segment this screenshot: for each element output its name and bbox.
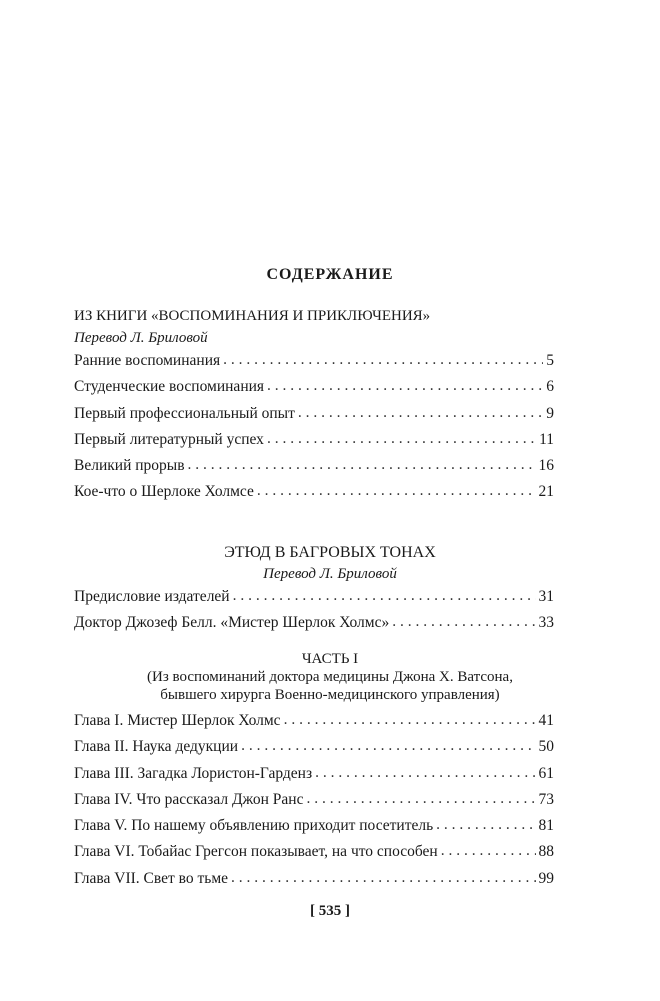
toc-entry[interactable] xyxy=(74,843,554,869)
toc-entry-page: 33 xyxy=(538,614,554,632)
leader-dots xyxy=(267,430,536,448)
toc-entry-label: Глава IV. Что рассказал Джон Ранс xyxy=(74,790,304,808)
toc-entry-label: Предисловие издателей xyxy=(74,588,230,605)
part-subtitle-line1: (Из воспоминаний доктора медицины Джона Х. Ватсона, xyxy=(147,669,513,685)
leader-dots xyxy=(441,842,536,860)
toc-entry-page: 99 xyxy=(538,869,554,887)
leader-dots xyxy=(315,764,535,782)
toc-entry-page: 11 xyxy=(539,430,554,448)
toc-entry-page: 61 xyxy=(538,764,554,782)
toc-entry[interactable] xyxy=(74,817,554,843)
toc-entry-page: 5 xyxy=(546,352,554,369)
toc-entry[interactable] xyxy=(74,457,554,483)
toc-entry-label: Глава V. По нашему объявлению приходит посетитель xyxy=(74,817,434,835)
toc-entry-label: Глава III. Загадка Лористон-Гарденз xyxy=(74,764,313,782)
toc-entry-page: 41 xyxy=(538,712,554,729)
toc-entry[interactable] xyxy=(74,378,554,404)
toc-list-preface xyxy=(74,588,554,641)
toc-entry-page: 73 xyxy=(538,790,554,808)
toc-entry[interactable] xyxy=(74,738,554,764)
toc-entry-page: 9 xyxy=(546,404,554,422)
leader-dots xyxy=(231,869,535,887)
toc-entry[interactable] xyxy=(74,431,554,457)
toc-entry-label: Глава VI. Тобайас Грегсон показывает, на что способен xyxy=(74,843,438,861)
toc-entry-page: 16 xyxy=(538,457,554,475)
leader-dots xyxy=(306,790,535,808)
section-title-study-in-scarlet: ЭТЮД В БАГРОВЫХ ТОНАХ xyxy=(224,544,436,561)
toc-entry-page: 81 xyxy=(538,817,554,835)
toc-entry[interactable] xyxy=(74,870,554,896)
leader-dots xyxy=(257,482,536,500)
toc-entry-label: Великий прорыв xyxy=(74,457,185,475)
leader-dots xyxy=(284,711,536,729)
toc-entry-label: Доктор Джозеф Белл. «Мистер Шерлок Холмс» xyxy=(74,614,390,632)
leader-dots xyxy=(267,377,543,395)
toc-entry-label: Глава II. Наука дедукции xyxy=(74,738,239,756)
toc-entry-page: 88 xyxy=(538,843,554,861)
toc-entry-page: 21 xyxy=(538,483,554,501)
toc-entry[interactable] xyxy=(74,765,554,791)
page-title: СОДЕРЖАНИЕ xyxy=(266,266,394,283)
toc-entry[interactable] xyxy=(74,712,554,738)
toc-list-memoirs xyxy=(74,352,554,510)
toc-entry-label: Ранние воспоминания xyxy=(74,352,221,369)
toc-entry[interactable] xyxy=(74,614,554,640)
toc-entry[interactable] xyxy=(74,352,554,378)
leader-dots xyxy=(436,816,535,834)
toc-entry-page: 6 xyxy=(546,378,554,396)
leader-dots xyxy=(233,587,536,605)
leader-dots xyxy=(188,456,536,474)
leader-dots xyxy=(298,404,543,422)
section-title-memoirs: ИЗ КНИГИ «ВОСПОМИНАНИЯ И ПРИКЛЮЧЕНИЯ» xyxy=(74,308,431,324)
toc-list-chapters xyxy=(74,712,554,896)
toc-entry[interactable] xyxy=(74,483,554,509)
translator-study-in-scarlet: Перевод Л. Бриловой xyxy=(263,566,397,582)
toc-entry-label: Первый литературный успех xyxy=(74,430,264,448)
translator-memoirs: Перевод Л. Бриловой xyxy=(74,330,208,346)
leader-dots xyxy=(241,737,535,755)
toc-entry-label: Глава I. Мистер Шерлок Холмс xyxy=(74,712,281,729)
toc-entry[interactable] xyxy=(74,791,554,817)
toc-entry-label: Первый профессиональный опыт xyxy=(74,404,295,422)
toc-entry-label: Глава VII. Свет во тьме xyxy=(74,869,229,887)
toc-entry[interactable] xyxy=(74,405,554,431)
toc-entry-label: Кое-что о Шерлоке Холмсе xyxy=(74,483,254,501)
toc-entry-page: 50 xyxy=(538,738,554,756)
toc-entry-page: 31 xyxy=(538,588,554,605)
part-subtitle-line2: бывшего хирурга Военно-медицинского управления) xyxy=(160,687,500,703)
leader-dots xyxy=(223,351,543,369)
toc-entry-label: Студенческие воспоминания xyxy=(74,378,265,396)
toc-entry[interactable] xyxy=(74,588,554,614)
part-title: ЧАСТЬ I xyxy=(301,651,359,667)
page-number: [ 535 ] xyxy=(310,903,350,919)
leader-dots xyxy=(392,613,535,631)
